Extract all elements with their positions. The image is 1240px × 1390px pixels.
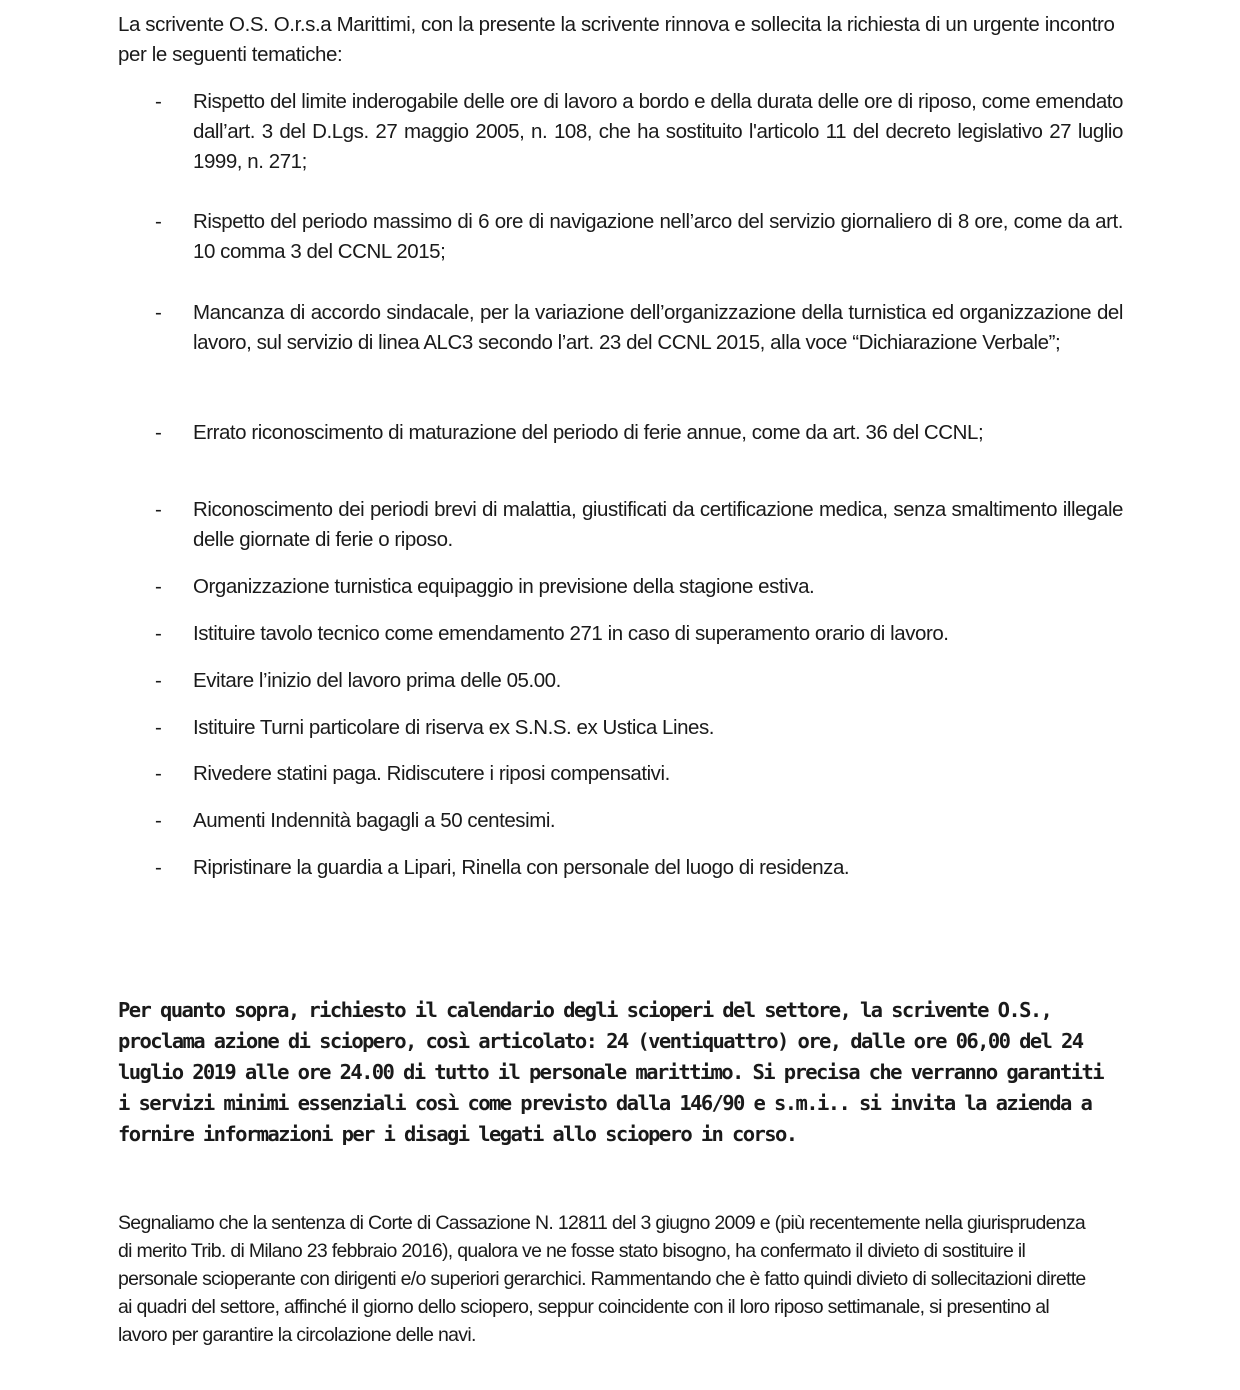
intro-paragraph: La scrivente O.S. O.r.s.a Marittimi, con la presente la scrivente rinnova e sollecita la richiesta di un urgente incontro per le seguenti tematiche: bbox=[118, 13, 1115, 66]
list-item-text: Aumenti Indennità bagagli a 50 centesimi. bbox=[193, 809, 556, 832]
list-item-text: Rivedere statini paga. Ridiscutere i riposi compensativi. bbox=[193, 762, 670, 785]
bullet-dash: - bbox=[155, 669, 162, 692]
bullet-dash: - bbox=[155, 575, 162, 598]
list-item-text: Riconoscimento dei periodi brevi di malattia, giustificati da certificazione medica, senza smaltimento illegale delle giornate di ferie o riposo. bbox=[193, 498, 1123, 551]
bullet-dash: - bbox=[155, 856, 162, 879]
list-item-text: Errato riconoscimento di maturazione del periodo di ferie annue, come da art. 36 del CCNL; bbox=[193, 421, 984, 444]
bullet-dash: - bbox=[155, 421, 162, 444]
list-item-text: Organizzazione turnistica equipaggio in previsione della stagione estiva. bbox=[193, 575, 815, 598]
closing-paragraph: Segnaliamo che la sentenza di Corte di Cassazione N. 12811 del 3 giugno 2009 e (più recentemente nella giurisprudenza di merito Trib. di Milano 23 febbraio 2016), qualora ve ne fosse stato bisogno, ha confermato il divieto di sostituire il personale scioperante con dirigenti e/o superiori gerarchici. Rammentando che è fatto quindi divieto di sollecitazioni dirette ai quadri del settore, affinché il giorno dello sciopero, seppur coincidente con il loro riposo settimanale, si presentino al lavoro per garantire la circolazione delle navi. bbox=[118, 1212, 1086, 1346]
bullet-dash: - bbox=[155, 622, 162, 645]
list-item-text: Istituire Turni particolare di riserva ex S.N.S. ex Ustica Lines. bbox=[193, 716, 715, 739]
bullet-dash: - bbox=[155, 90, 162, 113]
list-item-text: Istituire tavolo tecnico come emendamento 271 in caso di superamento orario di lavoro. bbox=[193, 622, 949, 645]
strike-proclamation: Per quanto sopra, richiesto il calendario degli scioperi del settore, la scrivente O.S., proclama azione di sciopero, così articolato: 24 (ventiquattro) ore, dalle ore 06,00 del 24 luglio 2019 alle ore 24.00 di tutto il personale marittimo. Si precisa che verranno garantiti i servizi minimi essenziali così come previsto dalla 146/90 e s.m.i.. si invita la azienda a fornire informazioni per i disagi legati allo sciopero in corso. bbox=[118, 998, 1104, 1146]
bullet-dash: - bbox=[155, 498, 162, 521]
list-item-text: Mancanza di accordo sindacale, per la variazione dell’organizzazione della turnistica ed organizzazione del lavoro, sul servizio di linea ALC3 secondo l’art. 23 del CCNL 2015, alla voce “Dichiarazione Verbale”; bbox=[193, 301, 1123, 354]
bullet-dash: - bbox=[155, 301, 162, 324]
list-item-text: Rispetto del periodo massimo di 6 ore di navigazione nell’arco del servizio giornaliero di 8 ore, come da art. 10 comma 3 del CCNL 2015; bbox=[193, 210, 1123, 263]
bullet-dash: - bbox=[155, 809, 162, 832]
list-item-text: Ripristinare la guardia a Lipari, Rinella con personale del luogo di residenza. bbox=[193, 856, 850, 879]
bullet-dash: - bbox=[155, 716, 162, 739]
list-item-text: Rispetto del limite inderogabile delle ore di lavoro a bordo e della durata delle ore di riposo, come emendato dall’art. 3 del D.Lgs. 27 maggio 2005, n. 108, che ha sostituito l'articolo 11 del decreto legislativo 27 luglio 1999, n. 271; bbox=[193, 90, 1123, 173]
bullet-dash: - bbox=[155, 762, 162, 785]
bullet-dash: - bbox=[155, 210, 162, 233]
list-item-text: Evitare l’inizio del lavoro prima delle 05.00. bbox=[193, 669, 561, 692]
